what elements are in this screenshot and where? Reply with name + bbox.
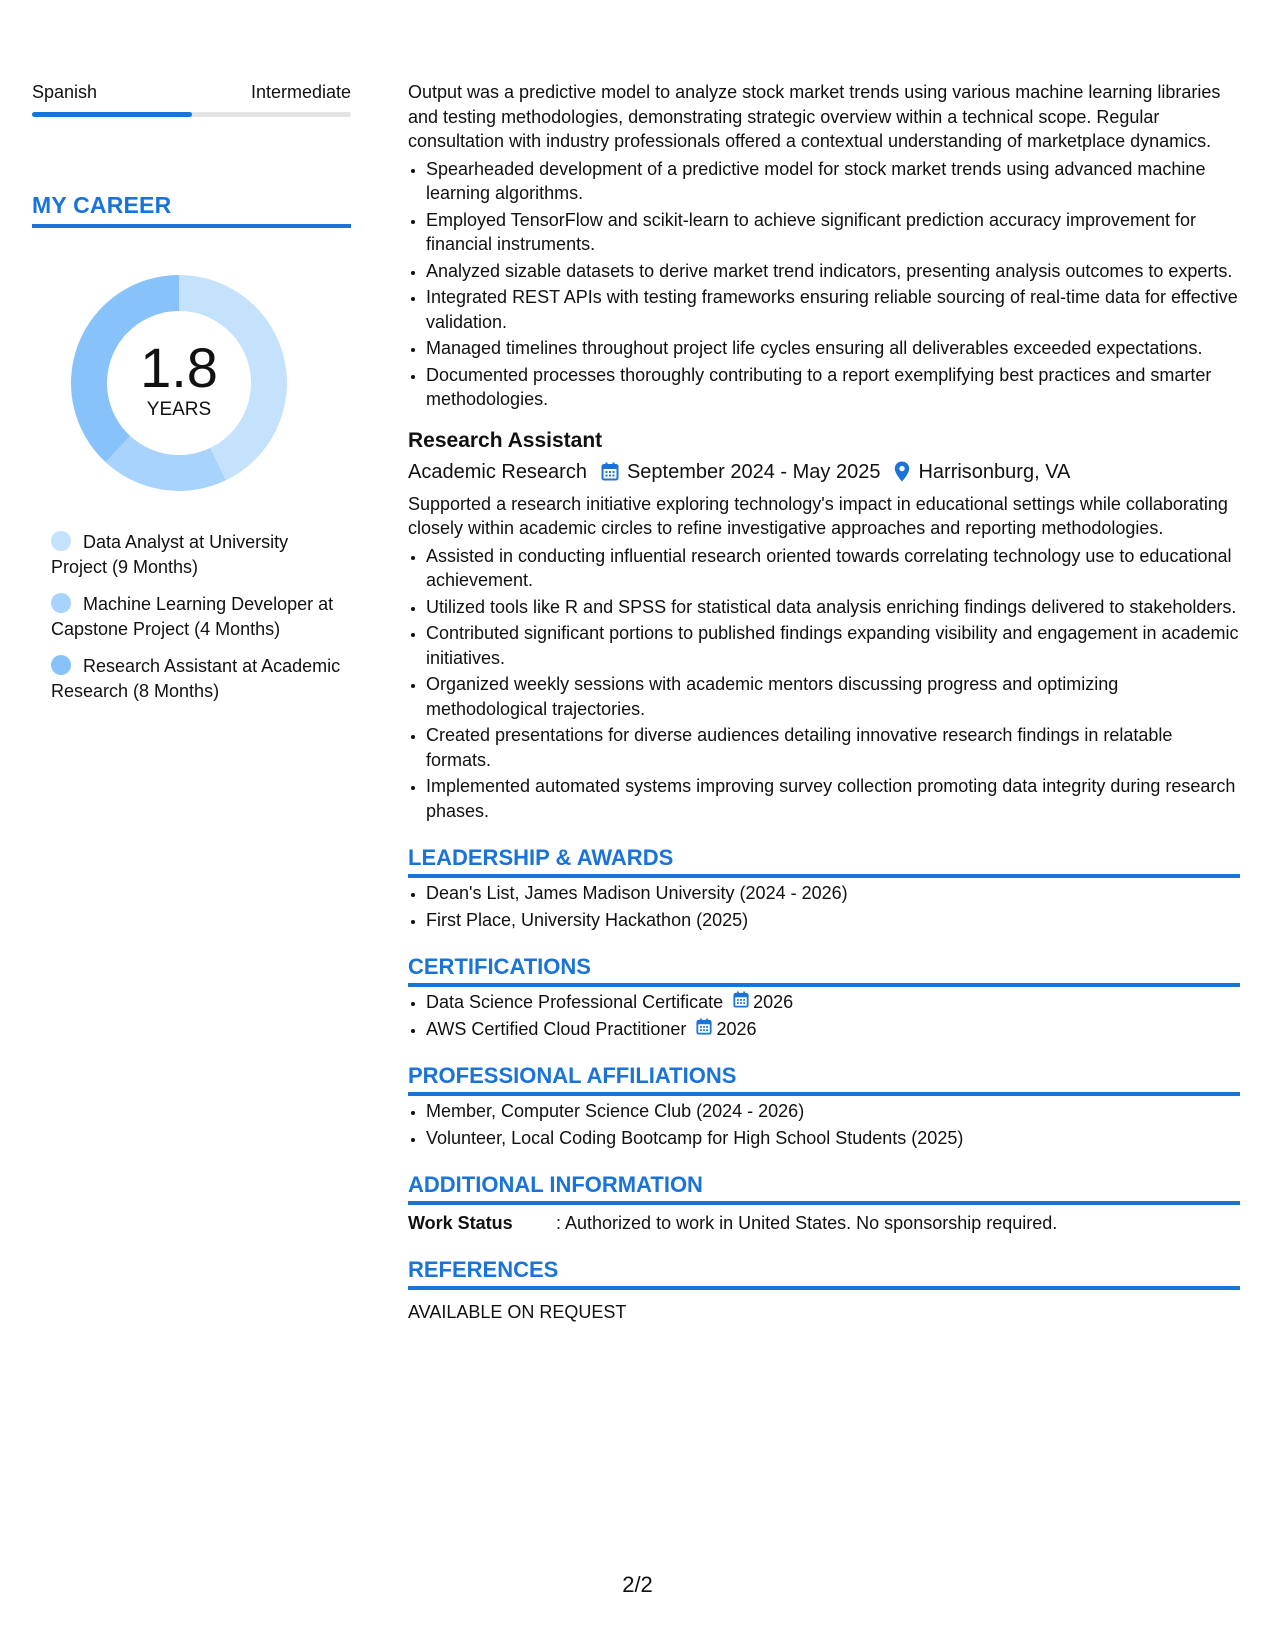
sidebar	[32, 80, 351, 716]
awards-list	[408, 881, 1240, 932]
certification-name: AWS Certified Cloud Practitioner	[426, 1018, 687, 1039]
references-text: AVAILABLE ON REQUEST	[408, 1302, 627, 1322]
affiliation-item: • Volunteer, Local Coding Bootcamp for High School Students (2025)	[426, 1126, 1240, 1151]
bullet-item: • Integrated REST APIs with testing frameworks ensuring reliable sourcing of real-time data for effective validation.	[426, 285, 1240, 334]
career-legend	[51, 530, 351, 704]
certification-item	[426, 990, 1240, 1015]
award-item: • First Place, University Hackathon (2025)	[426, 908, 1240, 933]
job-title: Research Assistant	[408, 428, 603, 452]
calendar-icon	[696, 1017, 716, 1042]
references-heading: REFERENCES	[408, 1257, 1240, 1290]
prev-job-bullets	[408, 157, 1240, 412]
legend-dot	[51, 593, 71, 613]
bullet-item: • Contributed significant portions to published findings expanding visibility and engagement in academic initiatives.	[426, 621, 1240, 670]
location-pin-icon	[894, 461, 910, 482]
donut-center	[64, 338, 294, 422]
certifications-list	[408, 990, 1240, 1041]
language-name: Spanish	[32, 82, 98, 102]
work-status-label: Work Status	[408, 1213, 513, 1233]
legend-label: Machine Learning Developer at Capstone Project (4 Months)	[51, 594, 334, 639]
job-bullets	[408, 544, 1240, 824]
affiliation-item: • Member, Computer Science Club (2024 - 2026)	[426, 1099, 1240, 1124]
work-status-row	[408, 1211, 1240, 1235]
certification-item	[426, 1017, 1240, 1042]
page-number: 2/2	[622, 1572, 653, 1597]
legend-dot	[51, 655, 71, 675]
career-donut-chart	[64, 268, 294, 498]
calendar-icon	[733, 990, 753, 1015]
legend-label: Data Analyst at University Project (9 Months)	[51, 532, 289, 577]
bullet-item: • Spearheaded development of a predictive model for stock market trends using advanced machine learning algorithms.	[426, 157, 1240, 206]
job-dates: September 2024 - May 2025	[626, 460, 881, 483]
job-description: Supported a research initiative exploring technology's impact in educational settings while collaborating closely within academic circles to refine investigative approaches and reporting methodologies.	[408, 493, 1228, 538]
job-meta	[408, 458, 1240, 486]
language-proficiency-fill	[32, 112, 192, 117]
awards-heading: LEADERSHIP & AWARDS	[408, 845, 1240, 878]
bullet-item: • Analyzed sizable datasets to derive market trend indicators, presenting analysis outcomes to experts.	[426, 259, 1240, 284]
language-row	[32, 80, 351, 104]
language-proficiency-bar	[32, 112, 351, 117]
affiliations-list	[408, 1099, 1240, 1150]
legend-dot	[51, 531, 71, 551]
career-total-unit: YEARS	[146, 399, 212, 420]
career-heading: MY CAREER	[32, 192, 351, 228]
bullet-item: • Employed TensorFlow and scikit-learn to achieve significant prediction accuracy improvement for financial instruments.	[426, 208, 1240, 257]
language-level: Intermediate	[250, 82, 351, 102]
job-company: Academic Research	[408, 460, 587, 483]
job-location: Harrisonburg, VA	[918, 460, 1071, 483]
award-item: • Dean's List, James Madison University (2024 - 2026)	[426, 881, 1240, 906]
additional-info-heading: ADDITIONAL INFORMATION	[408, 1172, 1240, 1205]
bullet-item: • Organized weekly sessions with academic mentors discussing progress and optimizing methodological trajectories.	[426, 672, 1240, 721]
bullet-item: • Created presentations for diverse audiences detailing innovative research findings in relatable formats.	[426, 723, 1240, 772]
bullet-item: • Documented processes thoroughly contributing to a report exemplifying best practices and smarter methodologies.	[426, 363, 1240, 412]
work-status-value: : Authorized to work in United States. No sponsorship required.	[556, 1213, 1058, 1233]
bullet-item: • Implemented automated systems improving survey collection promoting data integrity during research phases.	[426, 774, 1240, 823]
certifications-heading: CERTIFICATIONS	[408, 954, 1240, 987]
prev-job-description: Output was a predictive model to analyze stock market trends using various machine learning libraries and testing methodologies, demonstrating strategic overview within a technical scope. Regular consultation with industry professionals offered a contextual understanding of marketplace dynamics.	[408, 82, 1221, 151]
main-content	[408, 80, 1240, 1323]
legend-item	[51, 654, 341, 704]
certification-name: Data Science Professional Certificate	[426, 992, 724, 1012]
donut-segment-1	[106, 436, 226, 491]
calendar-icon	[601, 462, 619, 481]
legend-label: Research Assistant at Academic Research (8 Months)	[51, 656, 341, 701]
certification-year: 2026	[716, 1018, 757, 1039]
legend-item	[51, 592, 341, 642]
bullet-item: • Managed timelines throughout project life cycles ensuring all deliverables exceeded expectations.	[426, 336, 1240, 361]
affiliations-heading: PROFESSIONAL AFFILIATIONS	[408, 1063, 1240, 1096]
bullet-item: • Assisted in conducting influential research oriented towards correlating technology use to educational achievement.	[426, 544, 1240, 593]
career-total-value: 1.8	[140, 336, 218, 399]
bullet-item: • Utilized tools like R and SPSS for statistical data analysis enriching findings delivered to stakeholders.	[426, 595, 1240, 620]
certification-year: 2026	[753, 992, 794, 1012]
legend-item	[51, 530, 341, 580]
